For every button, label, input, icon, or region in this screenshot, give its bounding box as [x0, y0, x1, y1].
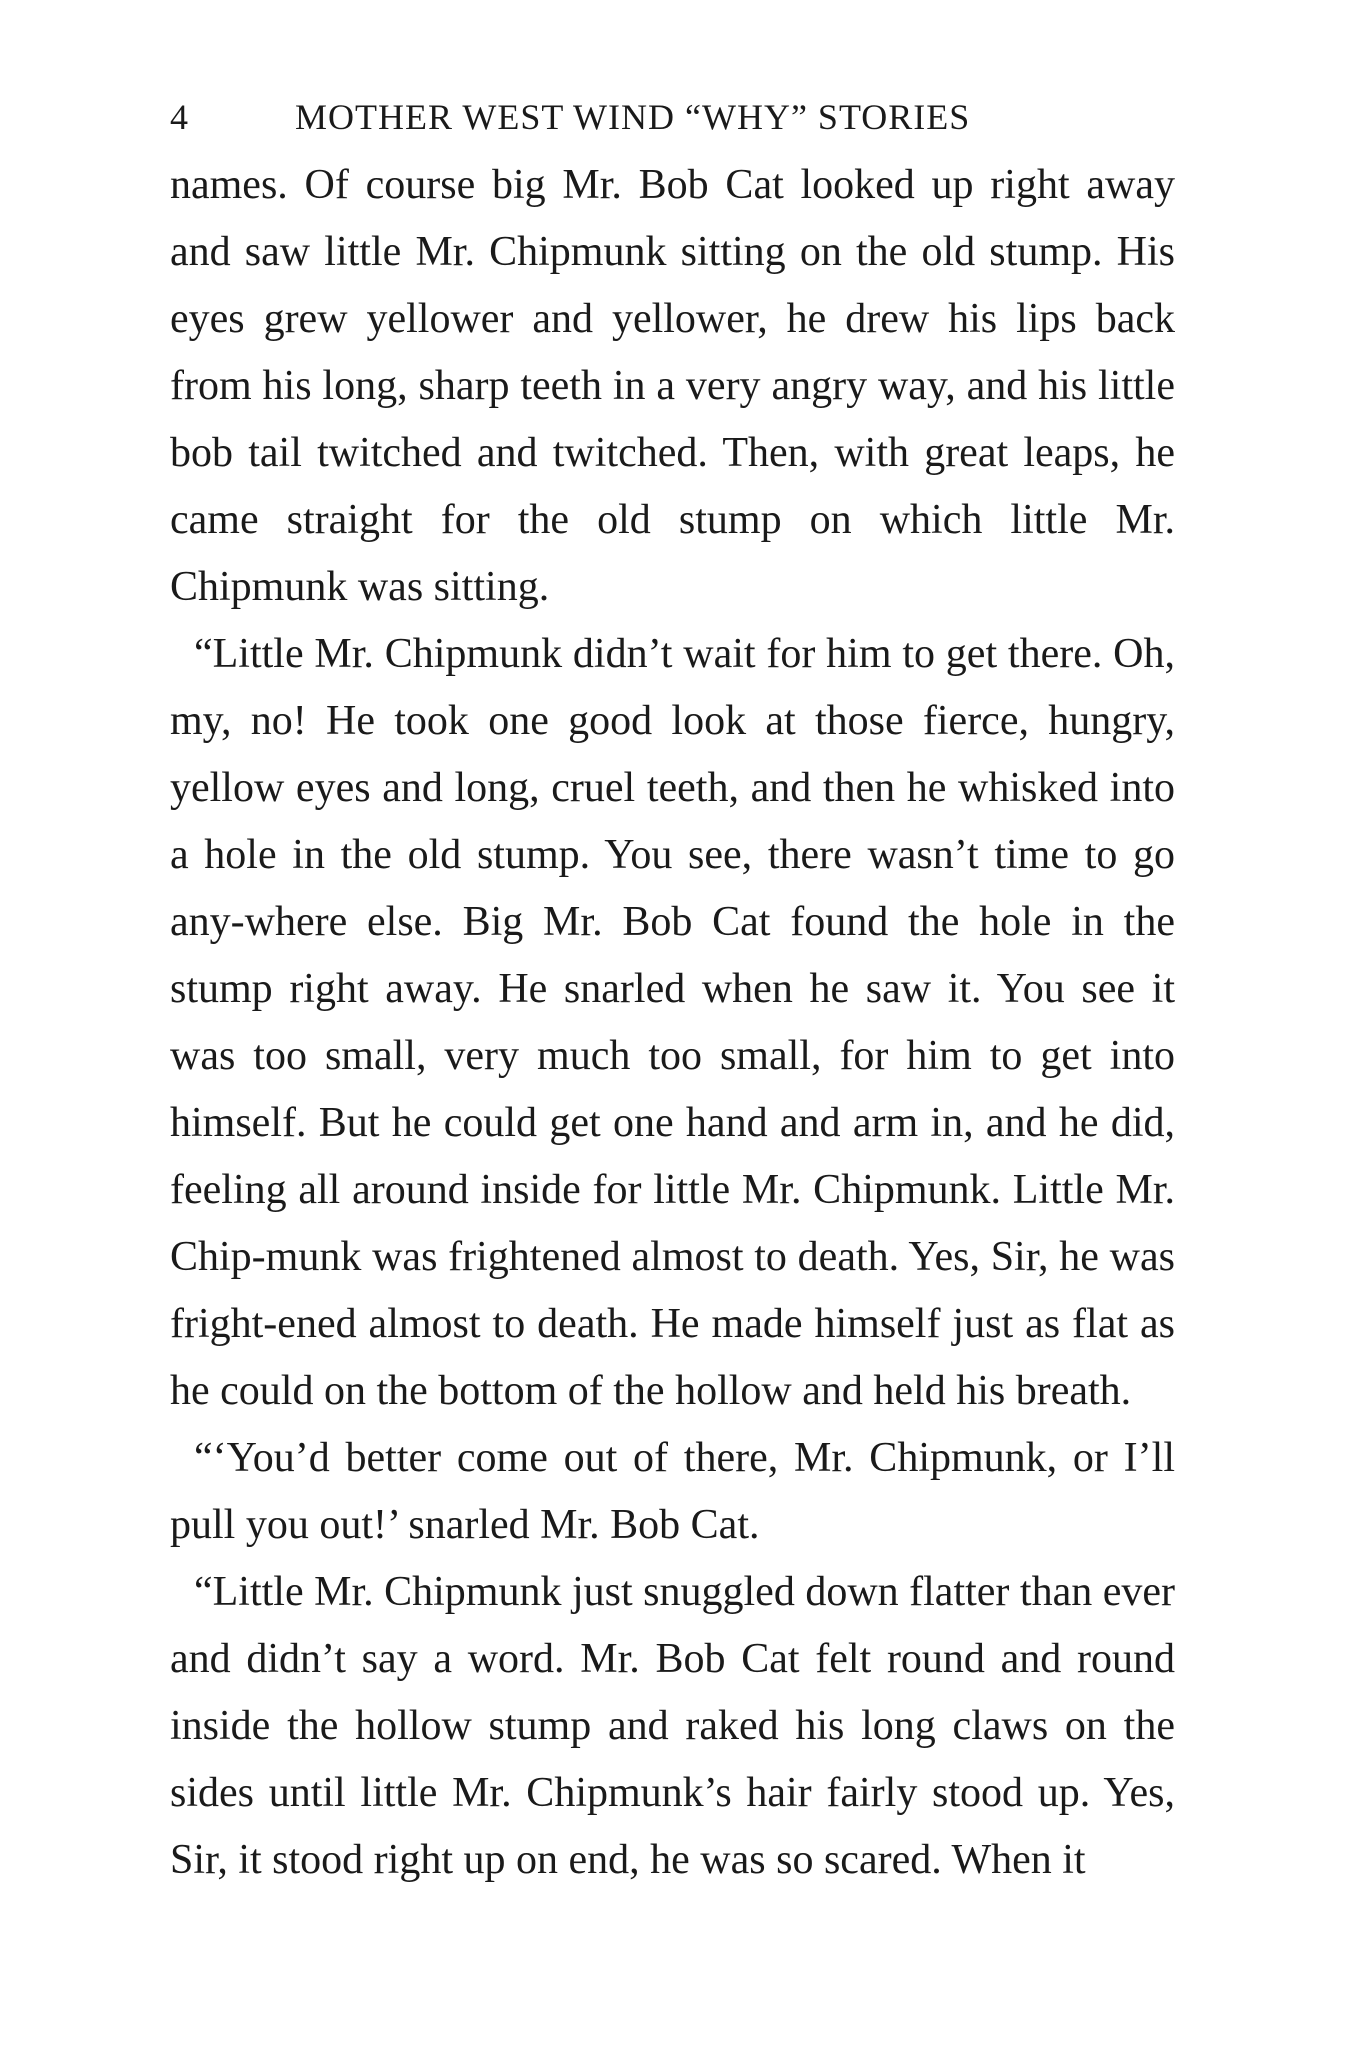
- paragraph-chipmunk-hides: “Little Mr. Chipmunk didn’t wait for him to get there. Oh, my, no! He took one good look at those fierce, hungry, yellow eyes and long, cruel teeth, and then he whisked into a hole in the old stump. You see, there wasn’t time to go any-where else. Big Mr. Bob Cat found the hole in the stump right away. He snarled when he saw it. You see it was too small, very much too small, for him to get into himself. But he could get one hand and arm in, and he did, feeling all around inside for little Mr. Chipmunk. Little Mr. Chip-munk was frightened almost to death. Yes, Sir, he was fright-ened almost to death. He made himself just as flat as he could on the bottom of the hollow and held his breath.: [170, 631, 1175, 1414]
- running-head: [170, 96, 1175, 152]
- paragraph-chipmunk-snuggles: “Little Mr. Chipmunk just snuggled down flatter than ever and didn’t say a word. Mr. Bob Cat felt round and round inside the hollow stump and raked his long claws on the sides until little Mr. Chipmunk’s hair fairly stood up. Yes, Sir, it stood right up on end, he was so scared. When it: [170, 1569, 1175, 1883]
- book-page: [170, 96, 1175, 1894]
- book-title: MOTHER WEST WIND “WHY” STORIES: [295, 97, 971, 137]
- page-number: 4: [170, 97, 189, 137]
- paragraph-continued: names. Of course big Mr. Bob Cat looked up right away and saw little Mr. Chipmunk sitting on the old stump. His eyes grew yellower and yellower, he drew his lips back from his long, sharp teeth in a very angry way, and his little bob tail twitched and twitched. Then, with great leaps, he came straight for the old stump on which little Mr. Chipmunk was sitting.: [170, 162, 1175, 610]
- body-text: [170, 152, 1175, 1894]
- paragraph-bob-cat-threat: “‘You’d better come out of there, Mr. Chipmunk, or I’ll pull you out!’ snarled Mr. Bob Cat.: [170, 1435, 1175, 1548]
